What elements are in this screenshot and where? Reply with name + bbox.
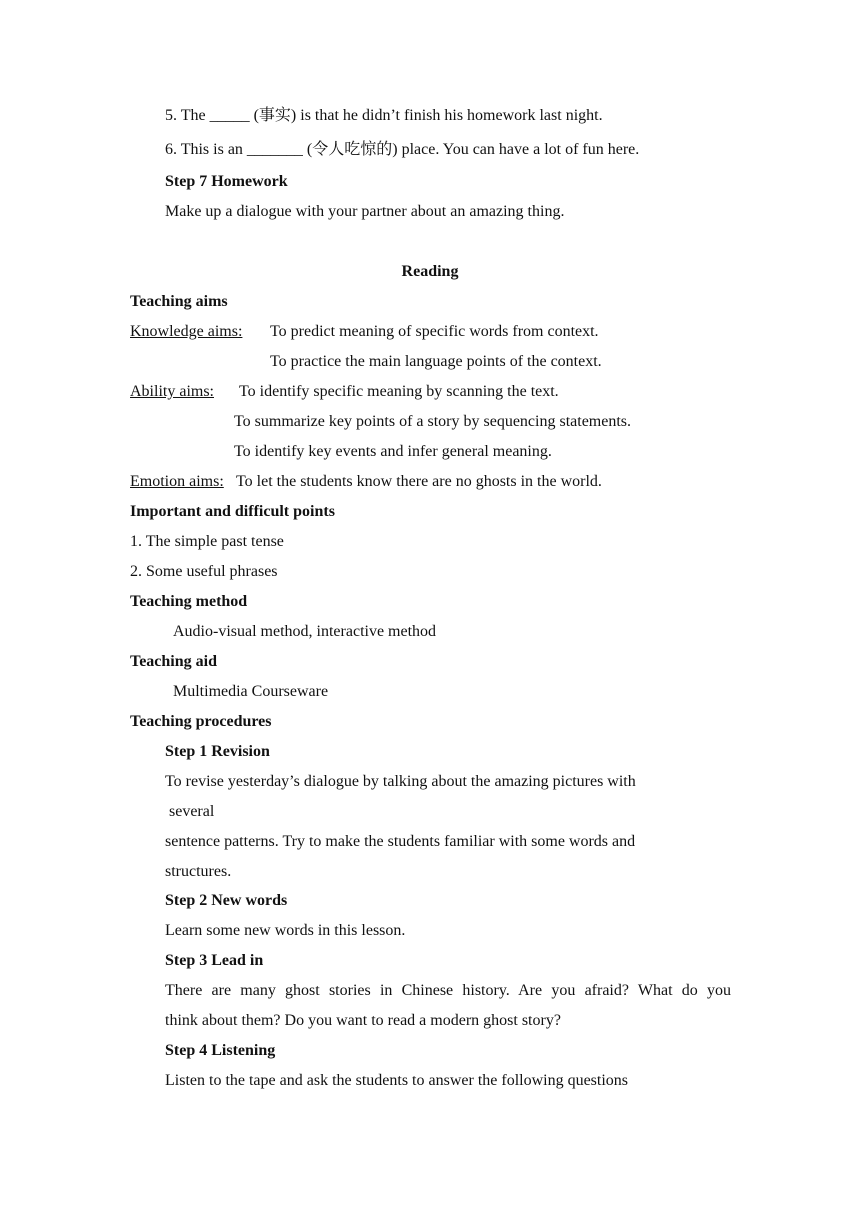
- step1-line-4: structures.: [165, 863, 232, 880]
- step3-line-1: There are many ghost stories in Chinese history. Are you afraid? What do you: [165, 982, 731, 999]
- step1-heading: Step 1 Revision: [165, 743, 270, 760]
- step2-text: Learn some new words in this lesson.: [165, 922, 406, 939]
- exercise-item-6: 6. This is an _______ (令人吃惊的) place. You can have a lot of fun here.: [165, 141, 640, 158]
- emotion-aims-label: Emotion aims:: [130, 473, 224, 490]
- knowledge-aim-2: To practice the main language points of the context.: [270, 353, 602, 370]
- procedures-heading: Teaching procedures: [130, 713, 272, 730]
- points-heading: Important and difficult points: [130, 503, 335, 520]
- step3-line-2: think about them? Do you want to read a modern ghost story?: [165, 1012, 561, 1029]
- points-item-2: 2. Some useful phrases: [130, 563, 278, 580]
- method-heading: Teaching method: [130, 593, 248, 610]
- aid-text: Multimedia Courseware: [173, 683, 329, 700]
- teaching-aims-heading: Teaching aims: [130, 293, 228, 310]
- step4-heading: Step 4 Listening: [165, 1042, 276, 1059]
- step7-text: Make up a dialogue with your partner about an amazing thing.: [165, 203, 565, 220]
- ability-aim-2: To summarize key points of a story by sequencing statements.: [234, 413, 632, 430]
- exercise-item-5: 5. The _____ (事实) is that he didn’t finish his homework last night.: [165, 107, 603, 124]
- ability-aim-1: To identify specific meaning by scanning the text.: [239, 383, 559, 400]
- points-item-1: 1. The simple past tense: [130, 533, 284, 550]
- step3-heading: Step 3 Lead in: [165, 952, 264, 969]
- ability-aims-label: Ability aims:: [130, 383, 214, 400]
- step1-line-3: sentence patterns. Try to make the students familiar with some words and: [165, 833, 636, 850]
- emotion-aim-1: To let the students know there are no ghosts in the world.: [236, 473, 602, 490]
- knowledge-aim-1: To predict meaning of specific words from context.: [270, 323, 599, 340]
- ability-aim-3: To identify key events and infer general meaning.: [234, 443, 552, 460]
- step1-line-2: several: [169, 803, 215, 820]
- knowledge-aims-label: Knowledge aims:: [130, 323, 243, 340]
- step4-text: Listen to the tape and ask the students to answer the following questions: [165, 1072, 629, 1089]
- section-title: Reading: [401, 263, 459, 280]
- step1-line-1: To revise yesterday’s dialogue by talking about the amazing pictures with: [165, 773, 636, 790]
- aid-heading: Teaching aid: [130, 653, 217, 670]
- step2-heading: Step 2 New words: [165, 892, 288, 909]
- step7-heading: Step 7 Homework: [165, 173, 288, 190]
- method-text: Audio-visual method, interactive method: [173, 623, 437, 640]
